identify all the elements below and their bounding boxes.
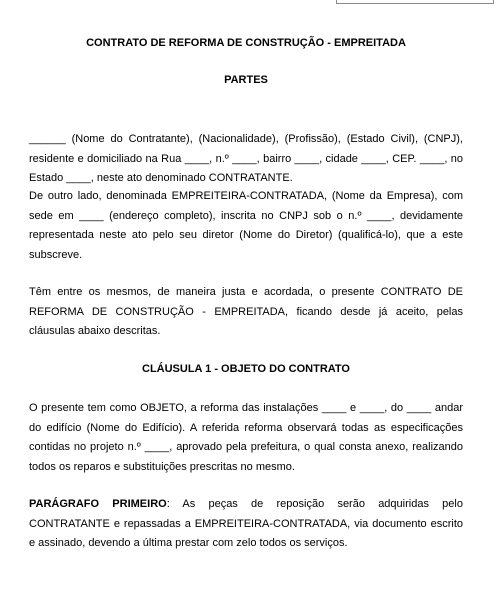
paragraph-contractor-company: De outro lado, denominada EMPREITEIRA-CONTRATADA, (Nome da Empresa), com sede em ____ (endereço completo), inscrita no CNPJ sob o n.º ____, devidamente representada neste ato pelo seu diretor (Nome do Diretor) (qualificá-lo), que a este subscreve. bbox=[29, 190, 463, 261]
clause-1-heading: CLÁUSULA 1 - OBJETO DO CONTRATO bbox=[142, 363, 350, 375]
top-field[interactable] bbox=[336, 0, 494, 4]
paragraph-first-text: : As peças de reposição serão adquiridas pelo CONTRATANTE e repassadas a EMPREITEIRA-CONTRATADA, via documento escrito e assinado, devendo a última prestar com zelo todos os serviços. bbox=[29, 498, 463, 549]
paragraph-agreement: Têm entre os mesmos, de maneira justa e acordada, o presente CONTRATO DE REFORMA DE CONSTRUÇÃO - EMPREITADA, ficando desde já aceito, pelas cláusulas abaixo descritas. bbox=[29, 286, 463, 337]
section-heading-parties: PARTES bbox=[224, 74, 268, 86]
paragraph-contractor: ______ (Nome do Contratante), (Nacionalidade), (Profissão), (Estado Civil), (CNPJ), residente e domiciliado na Rua ____, n.º ____, bairro ____, cidade ____, CEP. ____, no Estado ____, neste ato denominado CONTRATANTE. bbox=[29, 133, 463, 184]
paragraph-first bbox=[29, 495, 463, 554]
document-title: CONTRATO DE REFORMA DE CONSTRUÇÃO - EMPREITADA bbox=[86, 37, 406, 49]
paragraph-object: O presente tem como OBJETO, a reforma das instalações ____ e ____, do ____ andar do edifício (Nome do Edifício). A referida reforma observará todas as especificações contidas no projeto n.º ____, aprovado pela prefeitura, o qual consta anexo, realizando todos os reparos e substituições prescritas no mesmo. bbox=[29, 402, 463, 473]
paragraph-first-label: PARÁGRAFO PRIMEIRO bbox=[29, 498, 167, 510]
